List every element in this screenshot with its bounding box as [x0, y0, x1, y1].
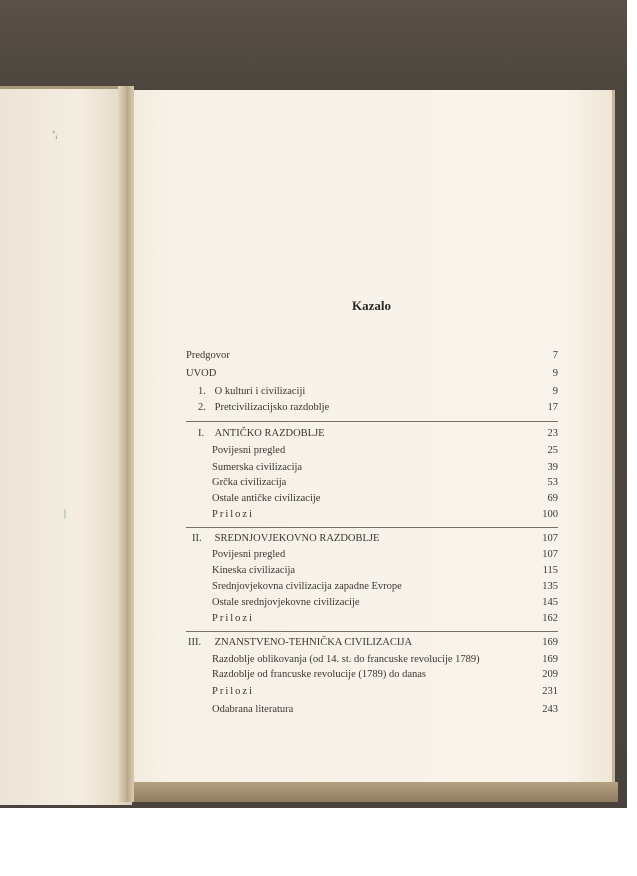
toc-entry: [212, 565, 295, 576]
toc-entry-number: I.: [198, 428, 205, 439]
toc-entry-page: 209: [542, 669, 558, 680]
toc-section-heading: [192, 533, 379, 544]
toc-entry-label: Srednjovjekovna civilizacija zapadne Evrope: [212, 581, 402, 592]
toc-entry: [212, 704, 293, 715]
toc-entry-label: ANTIČKO RAZDOBLJE: [214, 428, 325, 439]
paper-mark: ʼᵢ: [52, 130, 57, 141]
toc-entry: [186, 368, 216, 379]
toc-section-heading: [198, 428, 325, 439]
toc-entry-page: 69: [547, 493, 558, 504]
toc-entry-page: 107: [542, 533, 558, 544]
toc-entry-page: 39: [547, 462, 558, 473]
toc-entry: [212, 669, 426, 680]
section-divider: [186, 631, 558, 632]
toc-entry: [212, 462, 302, 473]
toc-entry-label: Kineska civilizacija: [212, 565, 296, 576]
toc-entry: [212, 597, 360, 608]
toc-entry: [198, 402, 329, 413]
toc-entry-label: Ostale srednjovjekovne civilizacije: [212, 597, 360, 608]
toc-entry: [198, 386, 305, 397]
toc-entry: [212, 613, 254, 624]
toc-entry-label: SREDNJOVJEKOVNO RAZDOBLJE: [214, 533, 380, 544]
toc-entry-page: 9: [552, 386, 558, 397]
section-divider: [186, 421, 558, 422]
toc-entry-page: 107: [542, 549, 558, 560]
toc-entry-page: 115: [542, 565, 558, 576]
toc-entry-page: 231: [542, 686, 558, 697]
toc-entry-page: 243: [542, 704, 558, 715]
paper-mark: |: [64, 508, 67, 519]
toc-entry-label: Ostale antičke civilizacije: [212, 493, 321, 504]
toc-entry-label: Razdoblje oblikovanja (od 14. st. do francuske revolucije 1789): [212, 654, 480, 665]
toc-entry-label: Prilozi: [212, 509, 254, 520]
toc-entry-page: 25: [547, 445, 558, 456]
toc-entry: [212, 654, 480, 665]
toc-entry-label: Sumerska civilizacija: [212, 462, 303, 473]
toc-entry-label: Povijesni pregled: [212, 445, 286, 456]
toc-entry: [212, 493, 320, 504]
toc-entry: [212, 509, 254, 520]
toc-entry-label: Grčka civilizacija: [212, 477, 287, 488]
toc-entry-number: 1.: [198, 386, 206, 397]
toc-entry-label: Razdoblje od francuske revolucije (1789) do danas: [212, 669, 427, 680]
toc-entry-label: Povijesni pregled: [212, 549, 286, 560]
toc-entry-number: III.: [188, 637, 202, 648]
toc-entry-number: 2.: [198, 402, 206, 413]
toc-entry-page: 100: [542, 509, 558, 520]
toc-entry-page: 169: [542, 637, 558, 648]
section-divider: [186, 527, 558, 528]
toc-entry: [212, 581, 402, 592]
toc-entry-page: 145: [542, 597, 558, 608]
toc-entry-number: II.: [192, 533, 202, 544]
toc-entry: [212, 549, 285, 560]
toc-entry-page: 135: [542, 581, 558, 592]
toc-entry-page: 7: [552, 350, 558, 361]
toc-entry-page: 17: [547, 402, 558, 413]
page-title: Kazalo: [352, 298, 391, 313]
toc-entry: [212, 686, 254, 697]
toc-entry: [212, 445, 285, 456]
toc-entry-page: 169: [542, 654, 558, 665]
toc-entry-label: Predgovor: [186, 350, 230, 361]
toc-entry-page: 9: [552, 368, 558, 379]
toc-entry-page: 53: [547, 477, 558, 488]
toc-entry-page: 162: [542, 613, 558, 624]
toc-entry-label: Pretcivilizacijsko razdoblje: [214, 402, 330, 413]
toc-entry-label: O kulturi i civilizaciji: [214, 386, 306, 397]
toc-entry-label: Odabrana literatura: [212, 704, 294, 715]
toc-entry-label: ZNANSTVENO-TEHNIČKA CIVILIZACIJA: [214, 637, 413, 648]
toc-entry-page: 23: [547, 428, 558, 439]
toc-entry: [212, 477, 286, 488]
toc-entry-label: Prilozi: [212, 686, 254, 697]
toc-entry-label: UVOD: [186, 368, 217, 379]
toc-entry: [186, 350, 230, 361]
toc-section-heading: [188, 637, 412, 648]
toc-entry-label: Prilozi: [212, 613, 254, 624]
